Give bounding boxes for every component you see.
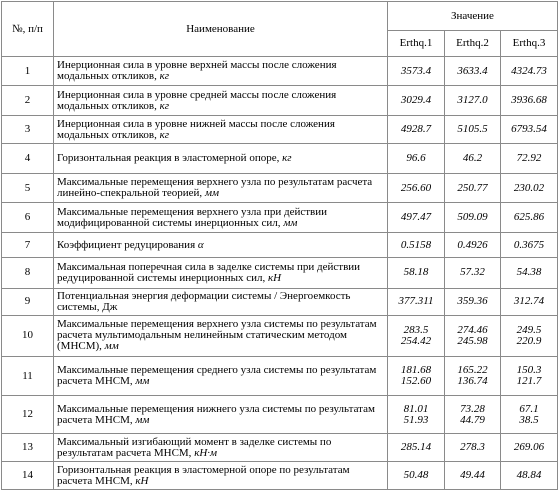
row-number: 9 xyxy=(2,288,54,315)
row-name-text: Максимальные перемещения среднего узла системы по результатам расчета МНСМ, xyxy=(57,364,377,388)
value-line: 67.1 xyxy=(519,402,539,415)
value-line: 249.5 xyxy=(516,323,542,336)
row-value-erthq2: 46.2 xyxy=(445,144,501,173)
row-value-erthq3: 0.3675 xyxy=(501,232,558,257)
row-name xyxy=(54,258,388,288)
row-name-text: Инерционная сила в уровне верхней массы после сложения модальных откликов, xyxy=(57,59,337,83)
row-value-erthq3: 72.92 xyxy=(501,144,558,173)
row-name-text: Горизонтальная реакция в эластомерной опоре, xyxy=(57,152,283,165)
row-name xyxy=(54,434,388,462)
row-name xyxy=(54,288,388,315)
row-value-erthq3: 48.84 xyxy=(501,462,558,490)
row-number: 11 xyxy=(2,356,54,396)
row-value-erthq3: 625.86 xyxy=(501,203,558,232)
row-value-erthq3: 6793.54 xyxy=(501,115,558,143)
row-number: 8 xyxy=(2,258,54,288)
value-line: 283.5 xyxy=(403,323,429,336)
table-row xyxy=(2,462,558,490)
row-number: 2 xyxy=(2,86,54,115)
table-row xyxy=(2,203,558,232)
value-line: 152.60 xyxy=(400,375,432,388)
row-name xyxy=(54,396,388,434)
row-unit: кг xyxy=(282,152,292,165)
row-value-erthq3: 4324.73 xyxy=(501,57,558,86)
row-value-erthq1: 285.14 xyxy=(388,434,445,462)
row-name-text: Потенциальная энергия деформации системы / Энергоемкость системы, Дж xyxy=(57,289,351,313)
row-value-erthq1: 4928.7 xyxy=(388,115,445,143)
row-unit: мм xyxy=(283,216,298,229)
row-value-erthq1 xyxy=(388,356,445,396)
row-name-text: Максимальная поперечная сила в заделке системы при действии редуцированной системы инерционных сил, xyxy=(57,260,361,284)
table-row xyxy=(2,232,558,257)
row-value-erthq2: 3127.0 xyxy=(445,86,501,115)
row-value-erthq3 xyxy=(501,316,558,357)
row-value-erthq2: 57.32 xyxy=(445,258,501,288)
row-unit: кг xyxy=(159,70,170,83)
row-value-erthq2: 278.3 xyxy=(445,434,501,462)
table-row xyxy=(2,396,558,434)
row-name-text: Максимальные перемещения верхнего узла по результатам расчета линейно-спекральной теорией, xyxy=(57,176,373,200)
header-row-top xyxy=(2,2,558,31)
table-row xyxy=(2,57,558,86)
row-number: 4 xyxy=(2,144,54,173)
row-value-erthq2: 509.09 xyxy=(445,203,501,232)
row-value-erthq2: 49.44 xyxy=(445,462,501,490)
table-row xyxy=(2,356,558,396)
row-value-erthq1: 0.5158 xyxy=(388,232,445,257)
value-line: 150.3 xyxy=(516,364,542,377)
row-name xyxy=(54,232,388,257)
row-number: 6 xyxy=(2,203,54,232)
row-name xyxy=(54,173,388,202)
row-name-text: Максимальные перемещения верхнего узла при действии модифицированной системы инерционных сил, xyxy=(57,205,327,229)
row-value-erthq1: 3573.4 xyxy=(388,57,445,86)
results-table xyxy=(1,1,558,490)
value-line: 136.74 xyxy=(457,375,488,388)
row-value-erthq1: 58.18 xyxy=(388,258,445,288)
header-name: Наименование xyxy=(54,2,388,57)
row-name xyxy=(54,144,388,173)
value-line: 181.68 xyxy=(400,364,432,377)
row-name-text: Горизонтальная реакция в эластомерной опоре по результатам расчета МНСМ, xyxy=(57,463,350,487)
row-value-erthq2 xyxy=(445,356,501,396)
row-number: 14 xyxy=(2,462,54,490)
value-line: 254.42 xyxy=(400,334,432,347)
row-value-erthq3: 312.74 xyxy=(501,288,558,315)
table-row xyxy=(2,258,558,288)
row-name-text: Инерционная сила в уровне средней массы после сложения модальных откликов, xyxy=(57,88,337,112)
row-value-erthq3 xyxy=(501,396,558,434)
value-line: 274.46 xyxy=(457,323,488,336)
row-value-erthq3: 230.02 xyxy=(501,173,558,202)
row-unit: кН xyxy=(135,474,149,487)
header-col-erthq3: Erthq.3 xyxy=(501,31,558,57)
row-name-text: Коэффициент редуцирования xyxy=(57,238,198,251)
header-num: №, п/п xyxy=(2,2,54,57)
value-line: 245.98 xyxy=(457,334,488,347)
value-line: 165.22 xyxy=(457,364,488,377)
value-line: 73.28 xyxy=(460,402,485,415)
row-name xyxy=(54,86,388,115)
row-value-erthq3 xyxy=(501,356,558,396)
value-line: 51.93 xyxy=(403,413,429,426)
row-value-erthq3: 3936.68 xyxy=(501,86,558,115)
row-value-erthq1: 256.60 xyxy=(388,173,445,202)
row-name-text: Максимальные перемещения нижнего узла системы по результатам расчета МНСМ, xyxy=(57,402,375,426)
row-unit: мм xyxy=(104,340,119,353)
row-value-erthq2: 359.36 xyxy=(445,288,501,315)
value-line: 81.01 xyxy=(403,402,429,415)
row-unit: кН xyxy=(268,271,282,284)
row-value-erthq1 xyxy=(388,396,445,434)
row-number: 3 xyxy=(2,115,54,143)
row-value-erthq3: 269.06 xyxy=(501,434,558,462)
row-value-erthq2: 0.4926 xyxy=(445,232,501,257)
table-row xyxy=(2,316,558,357)
row-value-erthq2 xyxy=(445,396,501,434)
row-name xyxy=(54,356,388,396)
row-unit: мм xyxy=(135,413,150,426)
table-row xyxy=(2,434,558,462)
table-body xyxy=(2,57,558,490)
row-unit: кг xyxy=(159,99,170,112)
table-row xyxy=(2,115,558,143)
row-value-erthq2: 250.77 xyxy=(445,173,501,202)
row-unit: кг xyxy=(159,128,170,141)
table-row xyxy=(2,288,558,315)
row-unit: α xyxy=(197,238,204,251)
row-name-text: Максимальный изгибающий момент в заделке системы по результатам расчета МНСМ, xyxy=(57,435,332,459)
row-name xyxy=(54,57,388,86)
row-name xyxy=(54,316,388,357)
value-line: 44.79 xyxy=(460,413,485,426)
row-value-erthq2: 3633.4 xyxy=(445,57,501,86)
row-number: 5 xyxy=(2,173,54,202)
row-value-erthq2: 5105.5 xyxy=(445,115,501,143)
value-line: 121.7 xyxy=(516,375,542,388)
row-unit: мм xyxy=(135,375,150,388)
row-value-erthq3: 54.38 xyxy=(501,258,558,288)
row-value-erthq1: 497.47 xyxy=(388,203,445,232)
row-value-erthq1: 3029.4 xyxy=(388,86,445,115)
header-value: Значение xyxy=(388,2,558,31)
row-value-erthq1 xyxy=(388,316,445,357)
header-col-erthq1: Erthq.1 xyxy=(388,31,445,57)
row-value-erthq1: 377.311 xyxy=(388,288,445,315)
row-name xyxy=(54,203,388,232)
row-unit: кН·м xyxy=(194,446,218,459)
row-number: 12 xyxy=(2,396,54,434)
row-value-erthq1: 96.6 xyxy=(388,144,445,173)
header-col-erthq2: Erthq.2 xyxy=(445,31,501,57)
table-row xyxy=(2,86,558,115)
row-value-erthq1: 50.48 xyxy=(388,462,445,490)
row-name-text: Максимальные перемещения верхнего узла системы по результатам расчета мультимодальным нелинейным статическим методом (МНСМ), xyxy=(57,318,377,353)
value-line: 220.9 xyxy=(516,334,542,347)
row-name-text: Инерционная сила в уровне нижней массы после сложения модальных откликов, xyxy=(57,117,335,141)
row-value-erthq2 xyxy=(445,316,501,357)
row-number: 10 xyxy=(2,316,54,357)
table-row xyxy=(2,173,558,202)
row-name xyxy=(54,115,388,143)
value-line: 38.5 xyxy=(519,413,539,426)
row-name xyxy=(54,462,388,490)
row-number: 1 xyxy=(2,57,54,86)
row-number: 7 xyxy=(2,232,54,257)
table-row xyxy=(2,144,558,173)
row-number: 13 xyxy=(2,434,54,462)
row-unit: мм xyxy=(204,187,219,200)
